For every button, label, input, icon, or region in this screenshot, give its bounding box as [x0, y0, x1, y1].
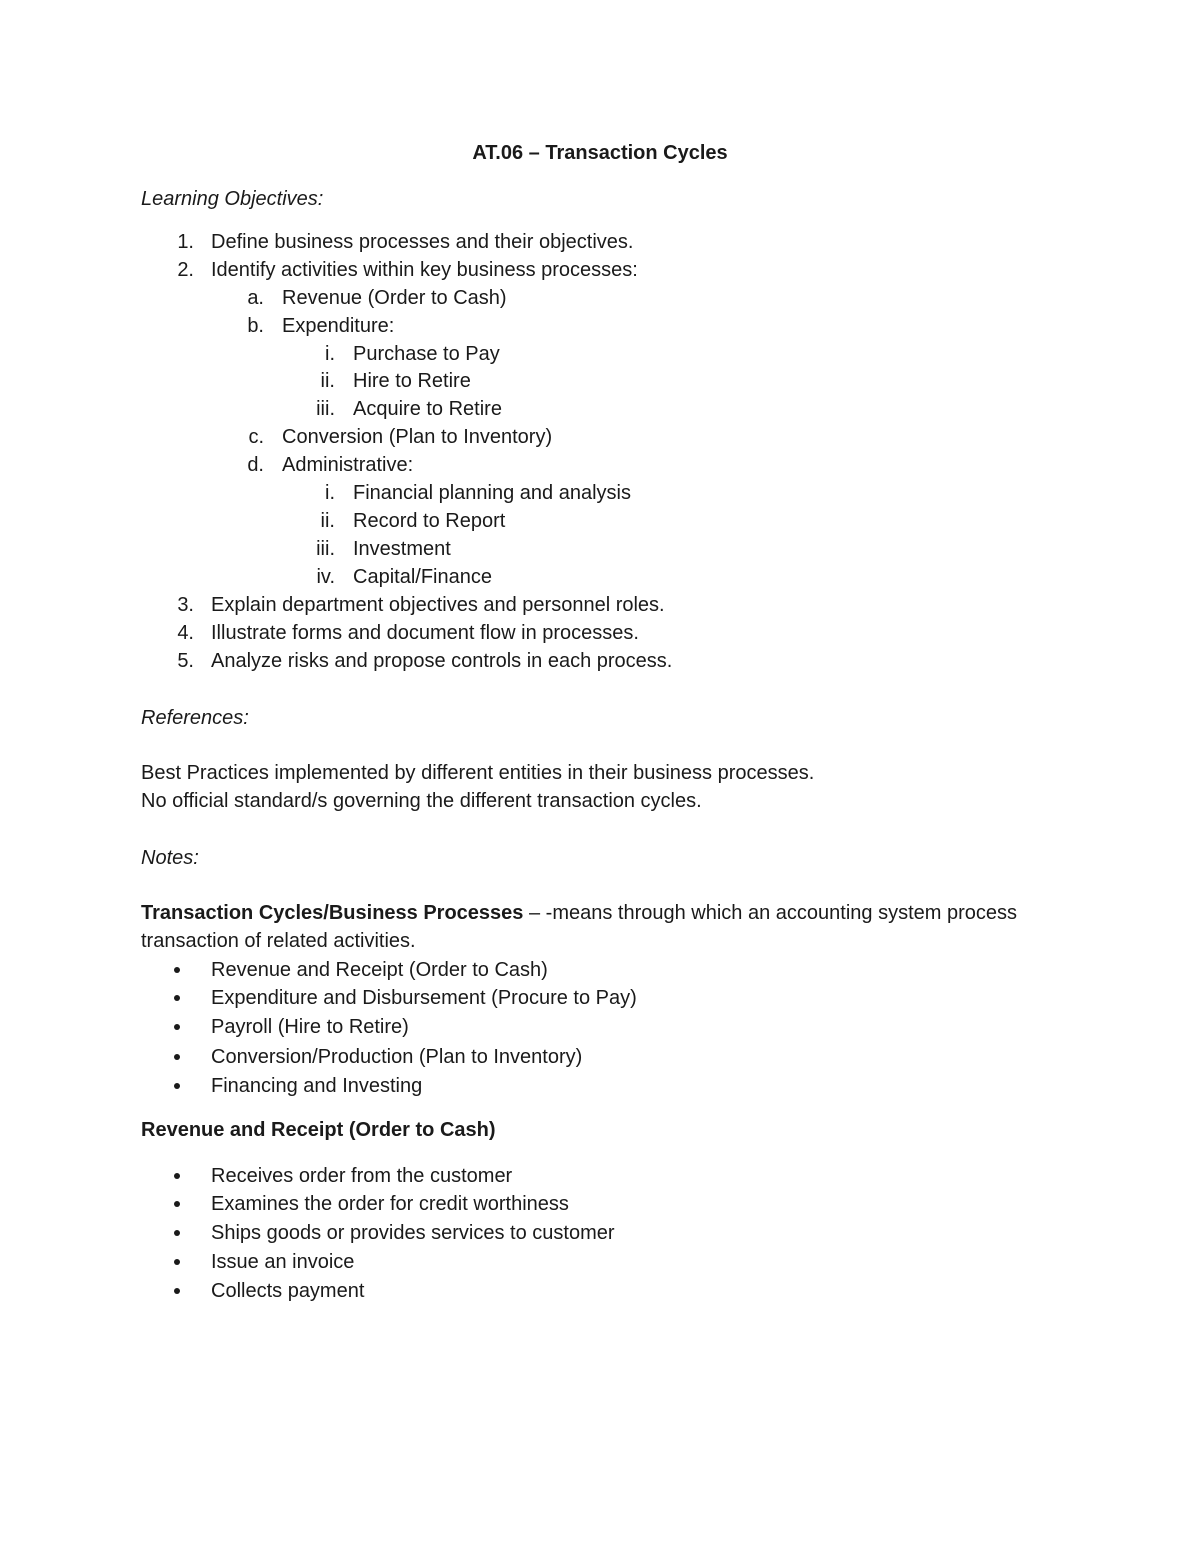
cycle-item: Payroll (Hire to Retire) [211, 1016, 409, 1038]
roman-item: Acquire to Retire [353, 398, 502, 420]
roman-marker: ii. [320, 510, 335, 532]
bullet-icon [174, 1201, 180, 1207]
revenue-step: Collects payment [211, 1280, 365, 1302]
sub-objective-marker: b. [247, 315, 264, 337]
revenue-step: Issue an invoice [211, 1251, 355, 1273]
cycle-item: Financing and Investing [211, 1075, 423, 1097]
bullet-icon [174, 1230, 180, 1236]
bullet-icon [174, 1259, 180, 1265]
revenue-heading: Revenue and Receipt (Order to Cash) [141, 1119, 496, 1141]
cycle-item: Revenue and Receipt (Order to Cash) [211, 959, 548, 981]
roman-item: Hire to Retire [353, 370, 471, 392]
objective-marker: 1. [177, 231, 194, 253]
cycle-item: Conversion/Production (Plan to Inventory) [211, 1046, 583, 1068]
roman-marker: iv. [316, 566, 335, 588]
bullet-icon [174, 1054, 180, 1060]
sub-objective-item: Revenue (Order to Cash) [282, 287, 507, 309]
definition-line [141, 900, 1017, 926]
bullet-icon [174, 1173, 180, 1179]
roman-item: Capital/Finance [353, 566, 492, 588]
roman-item: Record to Report [353, 510, 506, 532]
reference-line: No official standard/s governing the different transaction cycles. [141, 790, 702, 812]
sub-objective-marker: d. [247, 454, 264, 476]
roman-marker: ii. [320, 370, 335, 392]
definition-continuation: transaction of related activities. [141, 930, 416, 952]
references-heading: References: [141, 707, 249, 729]
roman-marker: i. [325, 343, 335, 365]
objective-item: Identify activities within key business processes: [211, 259, 638, 281]
roman-item: Financial planning and analysis [353, 482, 631, 504]
definition-term: Transaction Cycles/Business Processes [141, 902, 524, 924]
roman-item: Purchase to Pay [353, 343, 500, 365]
reference-line: Best Practices implemented by different entities in their business processes. [141, 762, 815, 784]
sub-objective-item: Conversion (Plan to Inventory) [282, 426, 553, 448]
sub-objective-marker: a. [247, 287, 264, 309]
objective-marker: 4. [177, 622, 194, 644]
bullet-icon [174, 967, 180, 973]
page-title: AT.06 – Transaction Cycles [472, 142, 728, 164]
revenue-step: Ships goods or provides services to customer [211, 1222, 615, 1244]
objective-item: Illustrate forms and document flow in processes. [211, 622, 639, 644]
objective-marker: 2. [177, 259, 194, 281]
learning-objectives-heading: Learning Objectives: [141, 188, 324, 210]
objective-item: Explain department objectives and personnel roles. [211, 594, 665, 616]
bullet-icon [174, 1083, 180, 1089]
definition-text: – -means through which an accounting system process [523, 902, 1018, 924]
roman-marker: iii. [316, 398, 335, 420]
sub-objective-item: Expenditure: [282, 315, 395, 337]
objective-marker: 3. [177, 594, 194, 616]
revenue-step: Examines the order for credit worthiness [211, 1193, 569, 1215]
sub-objective-item: Administrative: [282, 454, 414, 476]
roman-item: Investment [353, 538, 451, 560]
objective-item: Analyze risks and propose controls in each process. [211, 650, 673, 672]
objective-item: Define business processes and their objectives. [211, 231, 634, 253]
revenue-step: Receives order from the customer [211, 1165, 513, 1187]
roman-marker: i. [325, 482, 335, 504]
roman-marker: iii. [316, 538, 335, 560]
sub-objective-marker: c. [248, 426, 264, 448]
bullet-icon [174, 1024, 180, 1030]
bullet-icon [174, 1288, 180, 1294]
objective-marker: 5. [177, 650, 194, 672]
bullet-icon [174, 995, 180, 1001]
cycle-item: Expenditure and Disbursement (Procure to Pay) [211, 987, 637, 1009]
notes-heading: Notes: [141, 847, 199, 869]
